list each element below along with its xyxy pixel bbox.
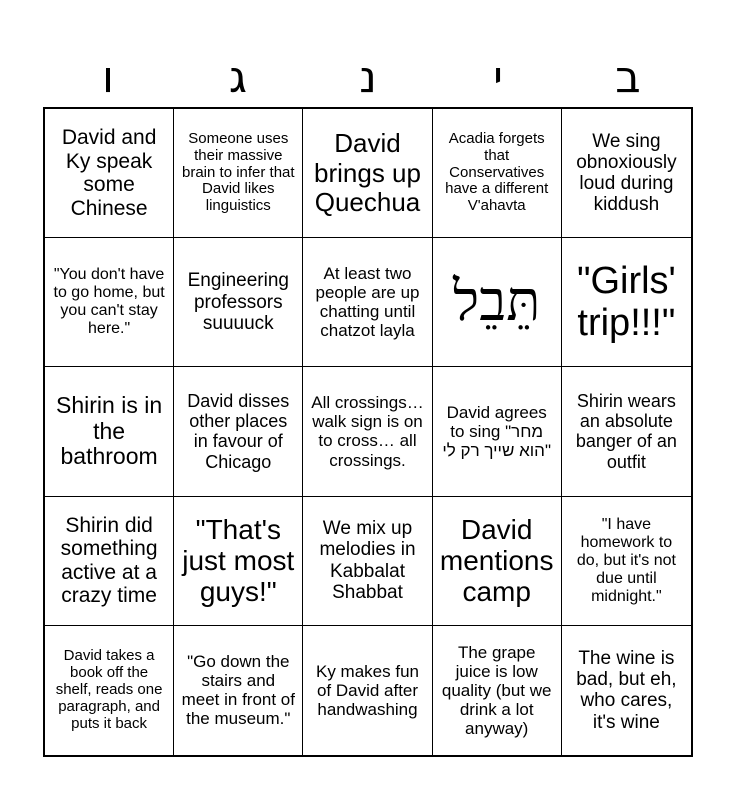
bingo-cell[interactable]: Engineering professors suuuuck	[174, 238, 303, 367]
bingo-cell[interactable]: David mentions camp	[433, 497, 562, 626]
header-letter-bet: ב	[615, 52, 641, 103]
bingo-cell[interactable]: The grape juice is low quality (but we drink a lot anyway)	[433, 626, 562, 755]
bingo-cell[interactable]: Shirin did something active at a crazy time	[45, 497, 174, 626]
bingo-header	[43, 52, 693, 104]
bingo-cell[interactable]: "Go down the stairs and meet in front of the museum."	[174, 626, 303, 755]
header-letter-nun: נ	[359, 52, 377, 103]
bingo-cell[interactable]: Shirin wears an absolute banger of an outfit	[562, 367, 691, 496]
bingo-cell[interactable]: Acadia forgets that Conservatives have a different V'ahavta	[433, 109, 562, 238]
bingo-cell[interactable]: Shirin is in the bathroom	[45, 367, 174, 496]
free-space-cell[interactable]: תֵּבֵל	[433, 238, 562, 367]
header-letter-gimel: ג	[228, 52, 248, 103]
bingo-cell[interactable]: David disses other places in favour of Chicago	[174, 367, 303, 496]
bingo-cell[interactable]: "I have homework to do, but it's not due until midnight."	[562, 497, 691, 626]
bingo-cell[interactable]: Ky makes fun of David after handwashing	[303, 626, 432, 755]
bingo-cell[interactable]: Someone uses their massive brain to infer that David likes linguistics	[174, 109, 303, 238]
bingo-cell[interactable]: David takes a book off the shelf, reads one paragraph, and puts it back	[45, 626, 174, 755]
bingo-cell[interactable]: "That's just most guys!"	[174, 497, 303, 626]
bingo-board	[43, 107, 693, 757]
bingo-cell[interactable]: "You don't have to go home, but you can't stay here."	[45, 238, 174, 367]
bingo-cell[interactable]: "Girls' trip!!!"	[562, 238, 691, 367]
bingo-cell[interactable]: We sing obnoxiously loud during kiddush	[562, 109, 691, 238]
bingo-cell[interactable]: All crossings… walk sign is on to cross… all crossings.	[303, 367, 432, 496]
header-letter-vav: ו	[102, 52, 114, 103]
bingo-cell[interactable]: We mix up melodies in Kabbalat Shabbat	[303, 497, 432, 626]
header-letter-yod: י	[493, 52, 503, 103]
bingo-cell[interactable]: At least two people are up chatting until chatzot layla	[303, 238, 432, 367]
bingo-cell[interactable]: David agrees to sing "מחר הוא שייך רק לי"	[433, 367, 562, 496]
bingo-cell[interactable]: David and Ky speak some Chinese	[45, 109, 174, 238]
bingo-cell[interactable]: David brings up Quechua	[303, 109, 432, 238]
bingo-cell[interactable]: The wine is bad, but eh, who cares, it's wine	[576, 647, 677, 733]
